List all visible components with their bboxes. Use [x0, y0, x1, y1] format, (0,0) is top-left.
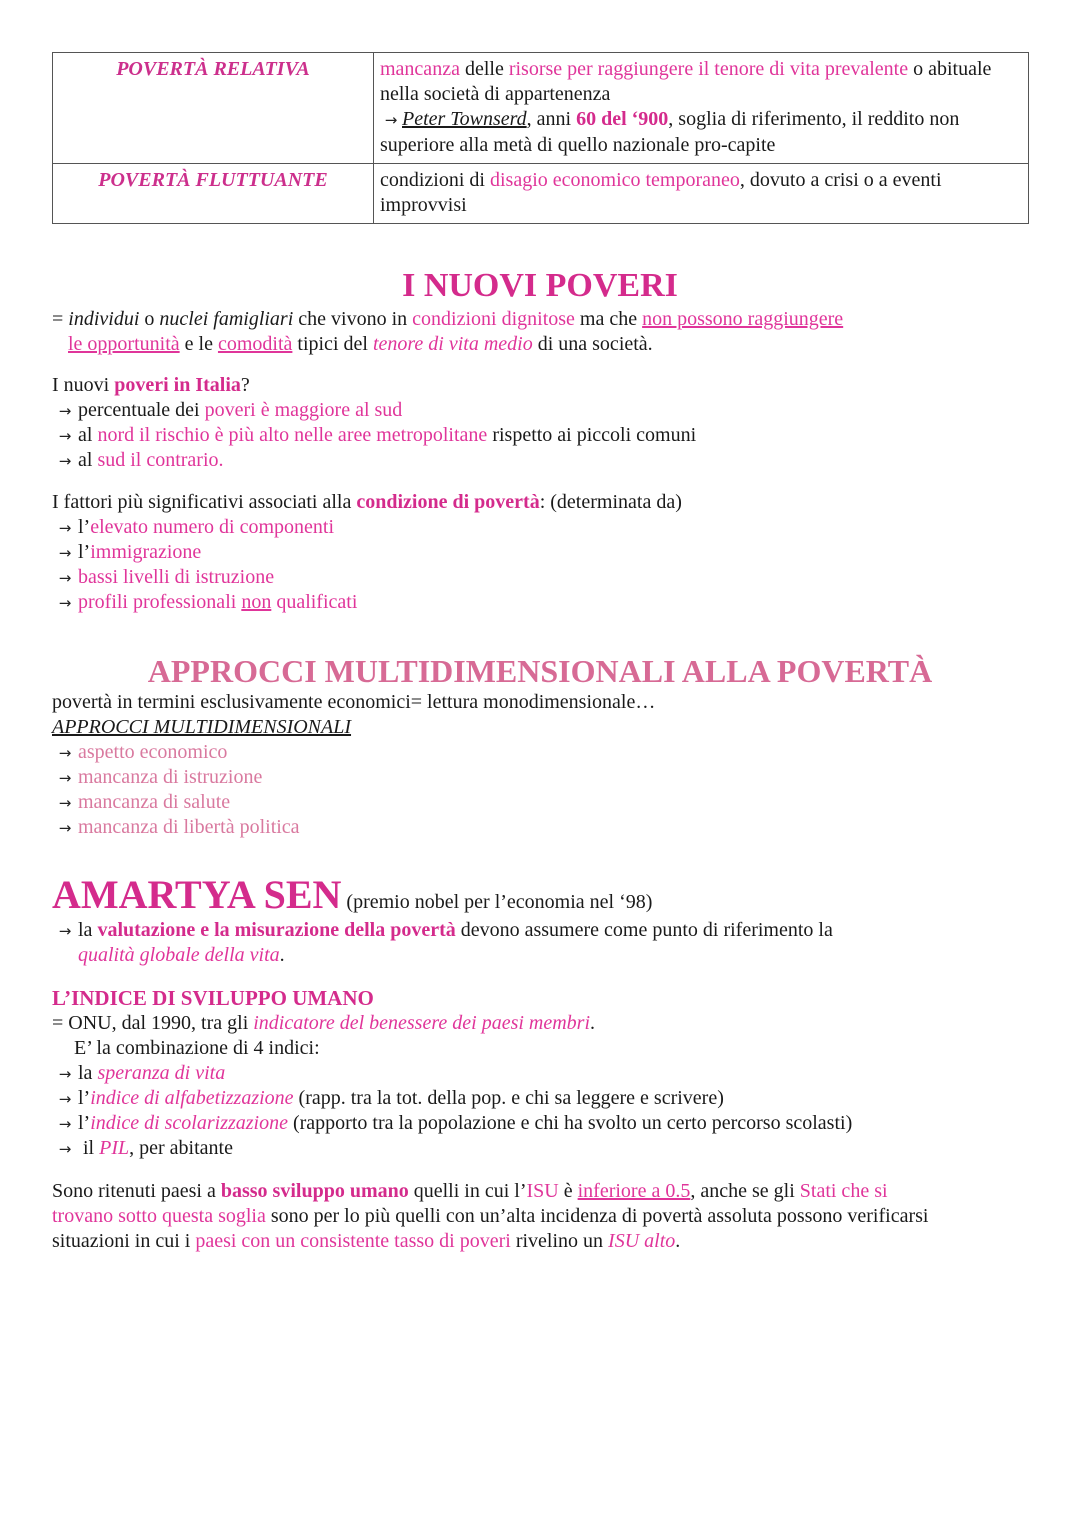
text-run: o abituale nella società di appartenenza [380, 58, 992, 105]
text-run: la [78, 919, 98, 941]
list-item [52, 423, 1032, 448]
text-run: Stati che si [799, 1180, 888, 1202]
text-run: trovano sotto questa soglia [52, 1205, 266, 1227]
text-run: ? [240, 374, 250, 396]
paragraph-line [52, 1204, 1032, 1229]
text-run: situazioni in cui i [52, 1230, 196, 1252]
isu-combo: E’ la combinazione di 4 indici: [74, 1037, 320, 1059]
paragraph-line [52, 1179, 1032, 1204]
isu-list [52, 1061, 1032, 1161]
text-run: o [139, 308, 160, 330]
arrow-icon: → [58, 569, 72, 587]
arrow-icon: → [58, 922, 72, 940]
arrow-icon: → [58, 1065, 72, 1083]
approcci-intro: povertà in termini esclusivamente economici= lettura monodimensionale… [52, 691, 656, 713]
text-run: qualità globale della vita [78, 944, 280, 966]
list-item [52, 918, 1032, 943]
text-run: di una società. [532, 333, 653, 355]
list-item [52, 540, 1032, 565]
sen-note: (premio nobel per l’economia nel ‘98) [346, 891, 653, 913]
arrow-icon: → [58, 452, 72, 470]
poveri-italia-question [52, 373, 1032, 398]
text-run: qualificati [271, 591, 358, 613]
table-row [53, 164, 1029, 224]
text-run: risorse per raggiungere il tenore di vita prevalente [508, 58, 909, 80]
fattori-intro [52, 490, 1032, 515]
text-run: disagio economico temporaneo [489, 169, 740, 191]
text-run: al [78, 424, 98, 446]
term-cell: POVERTÀ FLUTTUANTE [53, 164, 374, 224]
text-run: , soglia di riferimento, il reddito non superiore alla metà di quello nazionale pro-capite [380, 108, 960, 156]
list-item [52, 1136, 1032, 1161]
text-run: sud il contrario. [97, 449, 224, 471]
definition-line [52, 332, 1032, 357]
text-run: . [279, 944, 285, 966]
text-run: che vivono in [293, 308, 413, 330]
definition-text [380, 168, 1022, 218]
fattori-list [52, 515, 1032, 615]
definition-line [52, 307, 1032, 332]
text-run: 60 del ‘900 [576, 108, 669, 130]
nuovi-poveri-definition [52, 307, 1032, 357]
approcci-subtitle: APPROCCI MULTIDIMENSIONALI [52, 716, 352, 738]
arrow-icon: → [58, 1090, 72, 1108]
list-item-label: mancanza di salute [78, 791, 231, 813]
text-run: poveri è maggiore al sud [204, 399, 403, 421]
list-item [52, 740, 1032, 765]
text-run: ma che [574, 308, 643, 330]
list-item [52, 1061, 1032, 1086]
text-run: , anche se gli [690, 1180, 800, 1202]
sen-heading [52, 872, 1032, 918]
arrow-icon: → [58, 819, 72, 837]
arrow-icon: → [58, 544, 72, 562]
isu-paragraph [52, 1179, 1032, 1254]
text-run: non possono raggiungere [642, 308, 844, 330]
section-title-approcci: APPROCCI MULTIDIMENSIONALI ALLA POVERTÀ [147, 653, 933, 689]
poverty-definitions-table [52, 52, 1029, 224]
text-run: I nuovi [52, 374, 115, 396]
text-run: l’ [78, 1112, 91, 1134]
definition-cell [374, 53, 1029, 164]
list-item [52, 1086, 1032, 1111]
text-run: e le [179, 333, 218, 355]
poveri-italia-block [52, 373, 1032, 473]
text-run: condizioni dignitose [412, 308, 575, 330]
text-run: devono assumere come punto di riferimento la [455, 919, 833, 941]
text-run: . [675, 1230, 681, 1252]
text-run: = ONU, dal 1990, tra gli [52, 1012, 254, 1034]
definition-cell [374, 164, 1029, 224]
list-item [52, 398, 1032, 423]
text-run: nuclei famigliari [159, 308, 294, 330]
list-item [52, 448, 1032, 473]
text-run: elevato numero di componenti [90, 516, 335, 538]
arrow-icon: → [58, 1140, 72, 1158]
text-run: non [241, 591, 272, 613]
text-run: nord il rischio è più alto nelle aree metropolitane [97, 424, 488, 446]
text-run: . [590, 1012, 596, 1034]
text-run: valutazione e la misurazione della povertà [97, 919, 456, 941]
text-run: , anni [526, 108, 577, 130]
text-run: la [78, 1062, 98, 1084]
text-run: : (determinata da) [539, 491, 682, 513]
text-run: I fattori più significativi associati alla [52, 491, 357, 513]
isu-title: L’INDICE DI SVILUPPO UMANO [52, 986, 374, 1010]
text-run: Peter Townserd [402, 108, 527, 130]
table-row [53, 53, 1029, 164]
text-run: basso sviluppo umano [220, 1180, 409, 1202]
list-item [52, 765, 1032, 790]
text-run: le opportunità [68, 333, 180, 355]
text-run: rivelino un [510, 1230, 609, 1252]
text-run: , dovuto a crisi o a eventi improvvisi [380, 169, 942, 216]
text-run: condizioni di [380, 169, 490, 191]
arrow-icon: → [58, 402, 72, 420]
list-item [52, 590, 1032, 615]
sen-text [52, 918, 1032, 968]
fattori-block [52, 490, 1032, 615]
list-item [52, 565, 1032, 590]
section-title-nuovi-poveri: I NUOVI POVERI [402, 267, 678, 304]
text-run: il [78, 1137, 100, 1159]
text-run: tenore di vita medio [372, 333, 533, 355]
text-run: tipici del [292, 333, 373, 355]
list-item-label: mancanza di istruzione [78, 766, 263, 788]
text-run: ISU [526, 1180, 559, 1202]
isu-definition [52, 1011, 1032, 1036]
text-run: comodità [217, 333, 293, 355]
poveri-italia-list [52, 398, 1032, 473]
arrow-icon: → [58, 594, 72, 612]
text-run: indice di scolarizzazione [90, 1112, 288, 1134]
text-run: percentuale dei [78, 399, 205, 421]
text-run: speranza di vita [97, 1062, 226, 1084]
text-run: al [78, 449, 98, 471]
text-run: l’ [78, 1087, 91, 1109]
list-item-label: aspetto economico [78, 741, 228, 763]
arrow-icon: → [58, 744, 72, 762]
list-item [52, 515, 1032, 540]
text-run: mancanza [380, 58, 460, 80]
paragraph-line [52, 1229, 1032, 1254]
list-item-continuation [52, 943, 1032, 968]
text-run: rispetto ai piccoli comuni [487, 424, 697, 446]
text-run: individui [68, 308, 140, 330]
text-run: è [558, 1180, 578, 1202]
text-run: indice di alfabetizzazione [90, 1087, 294, 1109]
arrow-icon: → [58, 1115, 72, 1133]
text-run: = [52, 308, 69, 330]
text-run: (rapp. tra la tot. della pop. e chi sa leggere e scrivere) [293, 1087, 724, 1109]
text-run: paesi con un consistente tasso di poveri [195, 1230, 511, 1252]
text-run: quelli in cui l’ [408, 1180, 527, 1202]
text-run: (rapporto tra la popolazione e chi ha svolto un certo percorso scolasti) [287, 1112, 853, 1134]
sen-name: AMARTYA SEN [52, 872, 342, 917]
arrow-icon: → [58, 519, 72, 537]
list-item [52, 790, 1032, 815]
approcci-block [52, 690, 1032, 840]
text-run: delle [459, 58, 509, 80]
text-run: condizione di povertà [356, 491, 540, 513]
text-run: Sono ritenuti paesi a [52, 1180, 221, 1202]
text-run: bassi livelli di istruzione [78, 566, 275, 588]
definition-text [380, 57, 1022, 107]
arrow-icon: → [58, 427, 72, 445]
text-run: profili professionali [78, 591, 242, 613]
list-item-label: mancanza di libertà politica [78, 816, 300, 838]
text-run: l’ [78, 541, 91, 563]
arrow-icon: → [58, 769, 72, 787]
text-run: indicatore del benessere dei paesi membri [253, 1012, 591, 1034]
text-run: sono per lo più quelli con un’alta incidenza di povertà assoluta possono verificarsi [265, 1205, 929, 1227]
arrow-icon: → [58, 794, 72, 812]
text-run: ISU alto [608, 1230, 676, 1252]
text-run: l’ [78, 516, 91, 538]
text-run: inferiore a 0.5 [577, 1180, 691, 1202]
text-run: immigrazione [90, 541, 202, 563]
text-run: , per abitante [129, 1137, 233, 1159]
text-run: poveri in Italia [114, 374, 241, 396]
arrow-icon: → [384, 111, 398, 129]
definition-subnote [380, 107, 1022, 158]
list-item [52, 815, 1032, 840]
text-run: PIL [99, 1137, 130, 1159]
term-cell: POVERTÀ RELATIVA [53, 53, 374, 164]
approcci-list [52, 740, 1032, 840]
isu-block [52, 986, 1032, 1161]
list-item [52, 1111, 1032, 1136]
